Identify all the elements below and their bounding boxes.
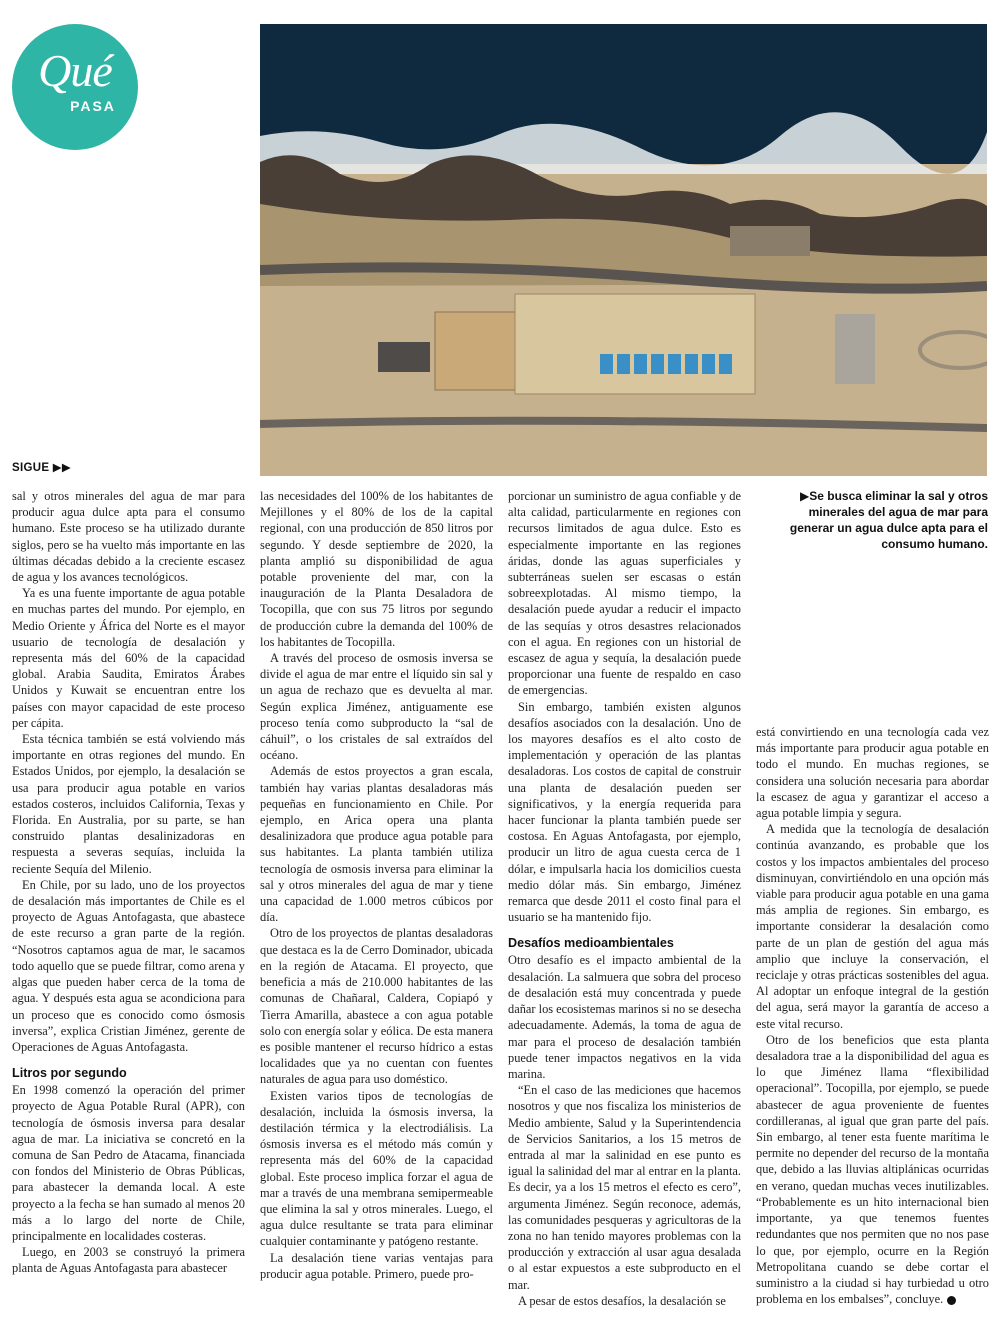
- continued-indicator: SIGUE ▶▶: [12, 462, 72, 474]
- aerial-photo-illustration: [260, 24, 987, 476]
- paragraph: Esta técnica también se está volviendo más importante en otras regiones del mundo. En Estados Unidos, por ejemplo, la desalación se usa para producir agua potable en varios estados costeros, incluidos California, Texas y Florida. En Australia, por su parte, se han construido plantas desalinizadoras en respuesta a severas sequías, incluida la reciente Sequía del Milenio.: [12, 732, 245, 876]
- photo-caption: ▶Se busca eliminar la sal y otros minerales del agua de mar para generar un agua dulce apta para el consumo humano.: [789, 489, 988, 551]
- paragraph: A pesar de estos desafíos, la desalación se: [518, 1293, 726, 1308]
- paragraph: A medida que la tecnología de desalación continúa avanzando, es probable que los costos y los impactos ambientales del proceso disminuyan, convirtiéndolo en una opción más viable para producir agua potable en una gama más amplia de regiones. Sin embargo, es importante considerar la desalación como parte de un plan de gestión del agua más amplio que incluye la conservación, el reciclaje y otras prácticas sostenibles del agua. Al adoptar un enfoque integral de la gestión del agua, será mayor la garantía de acceso a este vital recurso.: [756, 822, 989, 1031]
- paragraph: La desalación tiene varias ventajas para producir agua potable. Primero, puede pro-: [260, 1250, 493, 1281]
- paragraph: Luego, en 2003 se construyó la primera planta de Aguas Antofagasta para abastecer: [12, 1245, 245, 1276]
- plant-main-building: [515, 294, 755, 394]
- subheading-desafios-medioambientales: Desafíos medioambientales: [508, 936, 674, 951]
- logo-title: Qué: [38, 45, 112, 96]
- final-paragraph-text: Otro de los beneficios que esta planta desaladora trae a la disponibilidad del agua es lo que Jiménez llama “flexibilidad operacional”. Tocopilla, por ejemplo, se puede abastecer de agua proveniente de fuentes cordilleranas, al igual que gran parte del país. Sin embargo, al tener esta fuente marítima le permite no depender del recurso de la montaña que, debido a las lluvias altiplánicas ocurridas en verano, quedan muchas veces inutilizables. “Probablemente es un hito internacional bien importante, ya que tenemos fuentes redundantes que nos permiten que no nos pase lo que, por ejemplo, ocurre en la Región Metropolitana cuando se debe cortar el suministro a la ciudad si hay turbiedad u otro problema en los embalses”, concluye.: [756, 1032, 989, 1307]
- article-column-4: [756, 724, 989, 1307]
- paragraph: Existen varios tipos de tecnologías de desalación, incluida la ósmosis inversa, la destilación térmica y la electrodiálisis. La ósmosis inversa es el método más común y representa más del 60% de la capacidad global. Este proceso implica forzar el agua de mar a través de una membrana semipermeable que elimina la sal y otros minerales. Luego, el agua dulce resultante se trata para eliminar cualquier contaminante y patógeno restante.: [260, 1088, 493, 1249]
- paragraph: sal y otros minerales del agua de mar para producir agua dulce apta para el consumo humano. Este proceso se ha utilizado durante siglos, pero se ha vuelto más importante en las últimas décadas debido a la creciente escasez de agua y los avances tecnológicos.: [12, 489, 245, 585]
- paragraph: Otro de los proyectos de plantas desaladoras que destaca es la de Cerro Dominador, ubicada en la región de Atacama. El proyecto, que beneficia a más de 210.000 habitantes de las comunas de Chañaral, Caldera, Copiapó y Tierra Amarilla, abastece a con agua potable solo con energía solar y eólica. De esta manera es posible mantener el recurso hídrico a estas localidades que ya no cuentan con fuentes naturales de agua para uso doméstico.: [260, 926, 493, 1087]
- admin-building: [435, 312, 515, 390]
- article-column-1: [12, 488, 245, 1277]
- paragraph: las necesidades del 100% de los habitantes de Mejillones y el 80% de los de la capital regional, con una producción de 850 litros por segundo. Y desde septiembre de 2020, la planta amplió su disponibilidad de agua potable proveniente del mar, con la inauguración de la Planta Desaladora de Tocopilla, que con sus 75 litros por segundo de producción cubre la demanda del 100% de los habitantes de Tocopilla.: [260, 489, 493, 649]
- logo-subtitle: PASA: [70, 98, 116, 114]
- pump-house: [730, 226, 810, 256]
- end-of-article-icon: [947, 1296, 956, 1305]
- paragraph: porcionar un suministro de agua confiable y de alta calidad, particularmente en regiones con recursos limitados de agua dulce. Esto es especialmente importante en las regiones áridas, donde las aguas superficiales y subterráneas suelen ser escasas o están sobreexplotadas. Al mismo tiempo, la desalación puede ayudar a reducir el impacto de las sequías y otros desastres relacionados con el agua. En regiones con un historial de escasez de agua y sequía, la desalación puede proporcionar una fuente de respaldo en caso de emergencias.: [508, 489, 741, 698]
- paragraph: Además de estos proyectos a gran escala, también hay varias plantas desaladoras más pequeñas en funcionamiento en Chile. Por ejemplo, en Arica opera una planta desalinizadora que produce agua potable para sus habitantes. La planta también utiliza tecnología de osmosis inversa para eliminar la sal y otros minerales del agua de mar y tiene una capacidad de 1.000 metros cúbicos por día.: [260, 764, 493, 925]
- article-column-2: [260, 488, 493, 1282]
- paragraph: En 1998 comenzó la operación del primer proyecto de Agua Potable Rural (APR), con tecnología de ósmosis inversa para desalar agua de mar. La iniciativa se concretó en la comuna de San Pedro de Atacama, financiada con fondos del Ministerio de Obras Públicas, para abastecer la demanda local. A este proyecto a la fecha se han sumado al menos 20 más a lo largo del norte de Chile, principalmente en localidades costeras.: [12, 1083, 245, 1243]
- side-shed: [835, 314, 875, 384]
- paragraph: Sin embargo, también existen algunos desafíos asociados con la desalación. Uno de los mayores desafíos es el alto costo de implementación y operación de las plantas desaladoras. Los costos de capital de construir una planta de desalación pueden ser significativos, y la energía requerida para hacer funcionar la planta también puede ser costosa. En Aguas Antofagasta, por ejemplo, producir un litro de agua cuesta cerca de 1 dólar, e impulsarla hacia los domicilios cuesta medio dólar más. Sin embargo, Jiménez remarca que desde 2011 el costo final para el usuario se ha mantenido fijo.: [508, 699, 741, 925]
- paragraph: Ya es una fuente importante de agua potable en muchas partes del mundo. Por ejemplo, en Medio Oriente y África del Norte es el mayor usuario de tecnología de desalación y representa más del 60% de la capacidad global. Arabia Saudita, Emiratos Árabes Unidos y Kuwait se encuentran entre los países con mayor capacidad de este proceso per cápita.: [12, 586, 245, 730]
- paragraph: “En el caso de las mediciones que hacemos nosotros y que nos fiscaliza los ministerios de Medio ambiente, Salud y la Superintendencia de Servicios Sanitarios, a los 15 metros de entrada al mar la salinidad en ese punto es igual la salinidad del mar al entrar en la planta. Es decir, ya a los 15 metros el efecto es cero”, argumenta Jiménez. Según reconoce, además, las comunidades pesqueras y agricultoras de la zona no han tenido mayores problemas con la producción y extracción al usar agua desalada o al estar expuestos a este subproducto en el mar.: [508, 1083, 741, 1292]
- paragraph-final: [756, 1032, 989, 1307]
- parking-lot: [378, 342, 430, 372]
- paragraph: está convirtiendo en una tecnología cada vez más importante para producir agua potable en todo el mundo. En muchas regiones, se considera una solución necesaria para abordar la escasez de agua y garantizar el acceso a agua potable limpia y segura.: [756, 725, 989, 821]
- article-column-3: [508, 488, 741, 1309]
- paragraph: En Chile, por su lado, uno de los proyectos de desalación más importantes de Chile es el proyecto de Aguas Antofagasta, que abastece de este recurso a gran parte de la región. “Nosotros captamos agua de mar, le sacamos todo aquello que se puede filtrar, como arena y algas que pueden haber cerca de la toma de agua. Y después esta agua se acondiciona para un proceso que es conocido como ósmosis inversa”, explica Cristian Jiménez, gerente de Operaciones de Aguas Antofagasta.: [12, 877, 245, 1054]
- paragraph: A través del proceso de osmosis inversa se divide el agua de mar entre el líquido sin sal y un agua de rechazo que es devuelta al mar. Según explica Jiménez, antiguamente ese proceso tenía como subproducto la “sal de cáhuil”, o los cristales de sal extraídos del océano.: [260, 651, 493, 763]
- desalination-plant-photo: [260, 24, 987, 476]
- subheading-litros-por-segundo: Litros por segundo: [12, 1066, 127, 1081]
- que-pasa-logo: [12, 24, 138, 150]
- paragraph: Otro desafío es el impacto ambiental de la desalación. La salmuera que sobra del proceso de desalación está muy concentrada y puede dañar los ecosistemas marinos si no se desecha adecuadamente. Además, la toma de agua de mar para el proceso de desalación también puede tener impactos negativos en la vida marina.: [508, 953, 741, 1081]
